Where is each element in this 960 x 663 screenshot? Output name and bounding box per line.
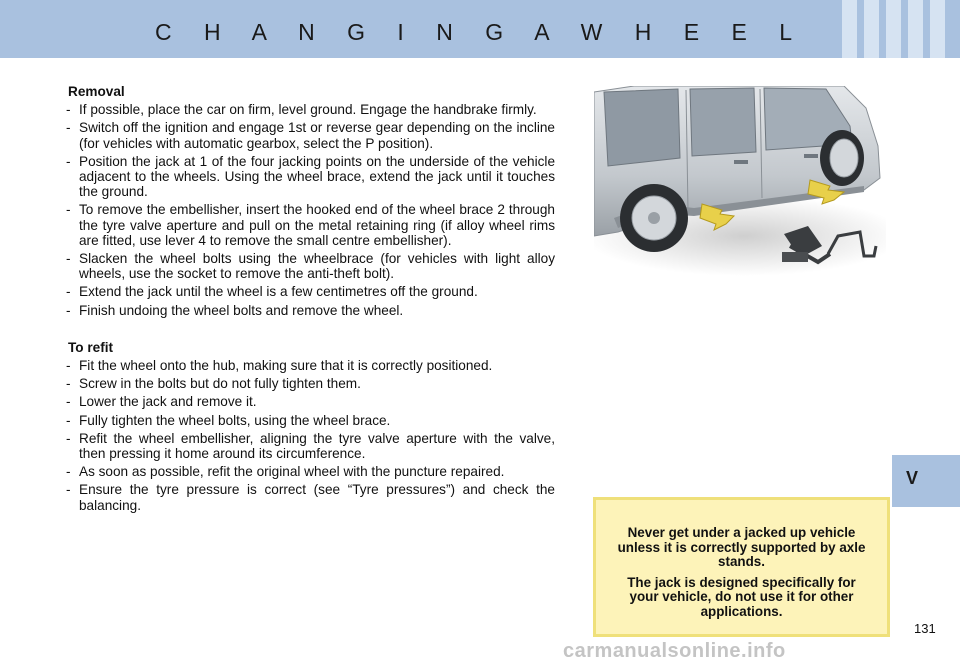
car-jack-illustration	[594, 86, 886, 304]
removal-item: - Extend the jack until the wheel is a few centimetres off the ground.	[60, 284, 555, 299]
removal-item: - Switch off the ignition and engage 1st or reverse gear depending on the incline (for vehicles with automatic gearbox, select the P position).	[60, 120, 555, 150]
refit-item: - Fit the wheel onto the hub, making sure that it is correctly positioned.	[60, 358, 555, 373]
watermark: carmanualsonline.info	[563, 640, 786, 662]
refit-item: - Ensure the tyre pressure is correct (see “Tyre pressures”) and check the balancing.	[60, 482, 555, 512]
refit-item: - Refit the wheel embellisher, aligning the tyre valve aperture with the valve, then pressing it home around its circumference.	[60, 431, 555, 461]
warning-line-2: The jack is designed specifically for your vehicle, do not use it for other applications.	[627, 574, 856, 619]
refit-heading: To refit	[68, 339, 114, 355]
warning-box	[593, 497, 890, 637]
instructions-column	[60, 84, 555, 516]
refit-item: - As soon as possible, refit the original wheel with the puncture repaired.	[60, 464, 555, 479]
refit-item: - Fully tighten the wheel bolts, using the wheel brace.	[60, 413, 555, 428]
refit-item: - Screw in the bolts but do not fully tighten them.	[60, 376, 555, 391]
page-number: 131	[914, 621, 936, 636]
refit-item: - Lower the jack and remove it.	[60, 394, 555, 409]
warning-line-1: Never get under a jacked up vehicle unless it is correctly supported by axle stands.	[617, 525, 866, 570]
removal-item: - Slacken the wheel bolts using the wheelbrace (for vehicles with light alloy wheels, use the socket to remove the anti-theft bolt).	[60, 251, 555, 281]
removal-item: - To remove the embellisher, insert the hooked end of the wheel brace 2 through the tyre valve aperture and pull on the metal retaining ring (if alloy wheel rims are fitted, use lever 4 to remove the small centre embellisher).	[60, 202, 555, 248]
removal-item: - Finish undoing the wheel bolts and remove the wheel.	[60, 303, 555, 318]
section-tab-label: V	[906, 468, 919, 488]
removal-item: - Position the jack at 1 of the four jacking points on the underside of the vehicle adjacent to the wheels. Using the wheel brace, extend the jack until it touches the ground.	[60, 154, 555, 200]
section-tab	[892, 455, 960, 507]
removal-item: - If possible, place the car on firm, level ground. Engage the handbrake firmly.	[60, 102, 555, 117]
removal-heading: Removal	[68, 84, 125, 99]
page-title: C H A N G I N G A W H E E L	[154, 19, 806, 45]
